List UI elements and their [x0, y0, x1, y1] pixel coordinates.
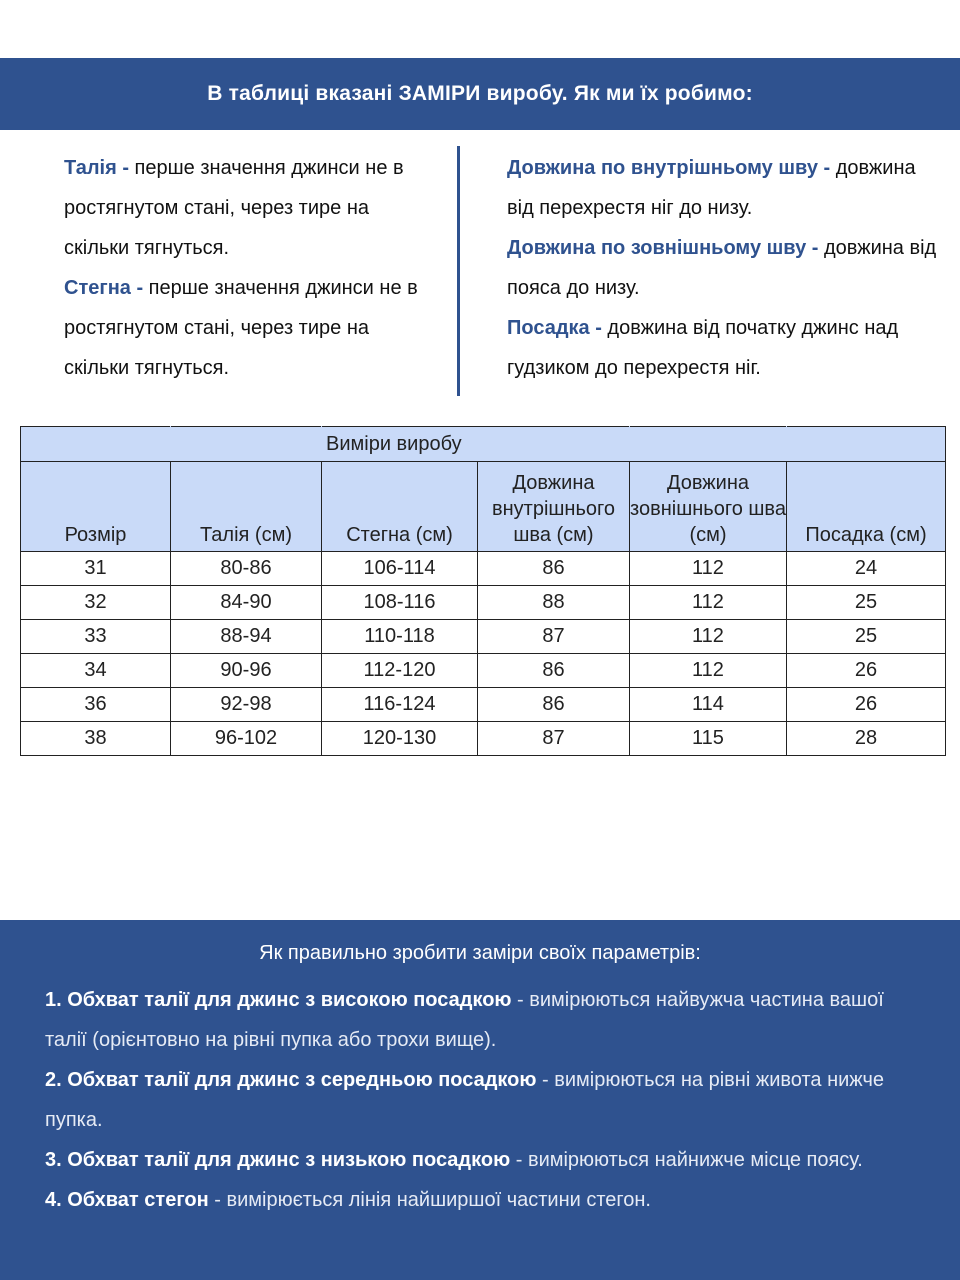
column-header: Талія (см)	[171, 462, 322, 552]
table-cell: 92-98	[171, 688, 322, 722]
table-cell: 28	[787, 722, 946, 756]
definition-term: Стегна -	[64, 277, 144, 299]
table-cell: 25	[787, 620, 946, 654]
definitions-right	[507, 148, 947, 388]
definition-term: Довжина по зовнішньому шву -	[507, 237, 819, 259]
instruction-step	[45, 980, 925, 1060]
table-cell: 116-124	[322, 688, 478, 722]
table-cell: 106-114	[322, 552, 478, 586]
table-cell: 90-96	[171, 654, 322, 688]
table-cell: 108-116	[322, 586, 478, 620]
instruction-step	[45, 1140, 925, 1180]
step-text: - вимірюються найнижче місце поясу.	[510, 1149, 863, 1171]
step-text: - вимірюються на рівні живота нижче пупка.	[45, 1069, 885, 1131]
step-heading: 1. Обхват талії для джинс з високою посадкою	[45, 989, 512, 1011]
table-group-cell	[787, 427, 946, 462]
step-text: - вимірюються найвужча частина вашої талії (орієнтовно на рівні пупка або трохи вище).	[45, 989, 884, 1051]
table-cell: 114	[630, 688, 787, 722]
definition-text: довжина від перехрестя ніг до низу.	[507, 157, 916, 219]
top-banner	[0, 58, 960, 130]
definition-text: довжина від початку джинс над гудзиком до перехрестя ніг.	[507, 317, 899, 379]
table-cell: 86	[478, 688, 630, 722]
definition-text: перше значення джинси не в ростягнутом стані, через тире на скільки тягнуться.	[64, 157, 404, 259]
table-cell: 26	[787, 688, 946, 722]
table-cell: 86	[478, 654, 630, 688]
table-cell: 87	[478, 722, 630, 756]
instructions-panel	[0, 920, 960, 1280]
table-cell: 112-120	[322, 654, 478, 688]
instruction-step	[45, 1180, 925, 1220]
definition-text: перше значення джинси не в ростягнутом стані, через тире на скільки тягнуться.	[64, 277, 418, 379]
instructions-title: Як правильно зробити заміри своїх параметрів:	[259, 942, 701, 964]
table-cell: 112	[630, 654, 787, 688]
table-cell: 86	[478, 552, 630, 586]
table-row	[21, 552, 946, 586]
definitions-left	[64, 148, 439, 388]
size-table	[20, 426, 946, 756]
instructions-list	[45, 980, 925, 1220]
table-cell: 96-102	[171, 722, 322, 756]
table-cell: 110-118	[322, 620, 478, 654]
size-table-sheet	[14, 420, 954, 760]
table-row	[21, 586, 946, 620]
table-cell: 115	[630, 722, 787, 756]
definition-term: Талія -	[64, 157, 129, 179]
table-row	[21, 620, 946, 654]
table-cell: 33	[21, 620, 171, 654]
table-cell: 112	[630, 620, 787, 654]
instruction-step	[45, 1060, 925, 1140]
table-header-row	[21, 462, 946, 552]
definition-rise	[507, 308, 947, 388]
table-group-cell	[630, 427, 787, 462]
column-divider	[457, 146, 460, 396]
definition-text: довжина від пояса до низу.	[507, 237, 937, 299]
table-cell: 87	[478, 620, 630, 654]
table-cell: 36	[21, 688, 171, 722]
definition-outseam	[507, 228, 947, 308]
column-header: Стегна (см)	[322, 462, 478, 552]
table-cell: 31	[21, 552, 171, 586]
table-group-cell	[21, 427, 171, 462]
table-cell: 34	[21, 654, 171, 688]
table-cell: 32	[21, 586, 171, 620]
column-header: Посадка (см)	[787, 462, 946, 552]
table-cell: 88-94	[171, 620, 322, 654]
table-cell: 38	[21, 722, 171, 756]
step-heading: 4. Обхват стегон	[45, 1189, 209, 1211]
column-header: Довжина зовнішнього шва (см)	[630, 462, 787, 552]
table-cell: 24	[787, 552, 946, 586]
definition-term: Довжина по внутрішньому шву -	[507, 157, 831, 179]
table-cell: 120-130	[322, 722, 478, 756]
table-group-header-row	[21, 427, 946, 462]
table-cell: 84-90	[171, 586, 322, 620]
step-heading: 3. Обхват талії для джинс з низькою посадкою	[45, 1149, 511, 1171]
column-header: Розмір	[21, 462, 171, 552]
table-row	[21, 722, 946, 756]
table-cell: 112	[630, 586, 787, 620]
table-row	[21, 654, 946, 688]
table-group-label: Виміри виробу	[322, 427, 630, 462]
table-row	[21, 688, 946, 722]
definition-hips	[64, 268, 439, 388]
step-text: - вимірюється лінія найширшої частини стегон.	[208, 1189, 651, 1211]
step-heading: 2. Обхват талії для джинс з середньою посадкою	[45, 1069, 537, 1091]
banner-title: В таблиці вказані ЗАМІРИ виробу. Як ми їх робимо:	[207, 82, 753, 105]
definition-term: Посадка -	[507, 317, 602, 339]
definition-waist	[64, 148, 439, 268]
definition-inseam	[507, 148, 947, 228]
table-cell: 25	[787, 586, 946, 620]
table-cell: 88	[478, 586, 630, 620]
table-cell: 112	[630, 552, 787, 586]
column-header: Довжина внутрішнього шва (см)	[478, 462, 630, 552]
table-group-cell	[171, 427, 322, 462]
table-cell: 26	[787, 654, 946, 688]
table-cell: 80-86	[171, 552, 322, 586]
